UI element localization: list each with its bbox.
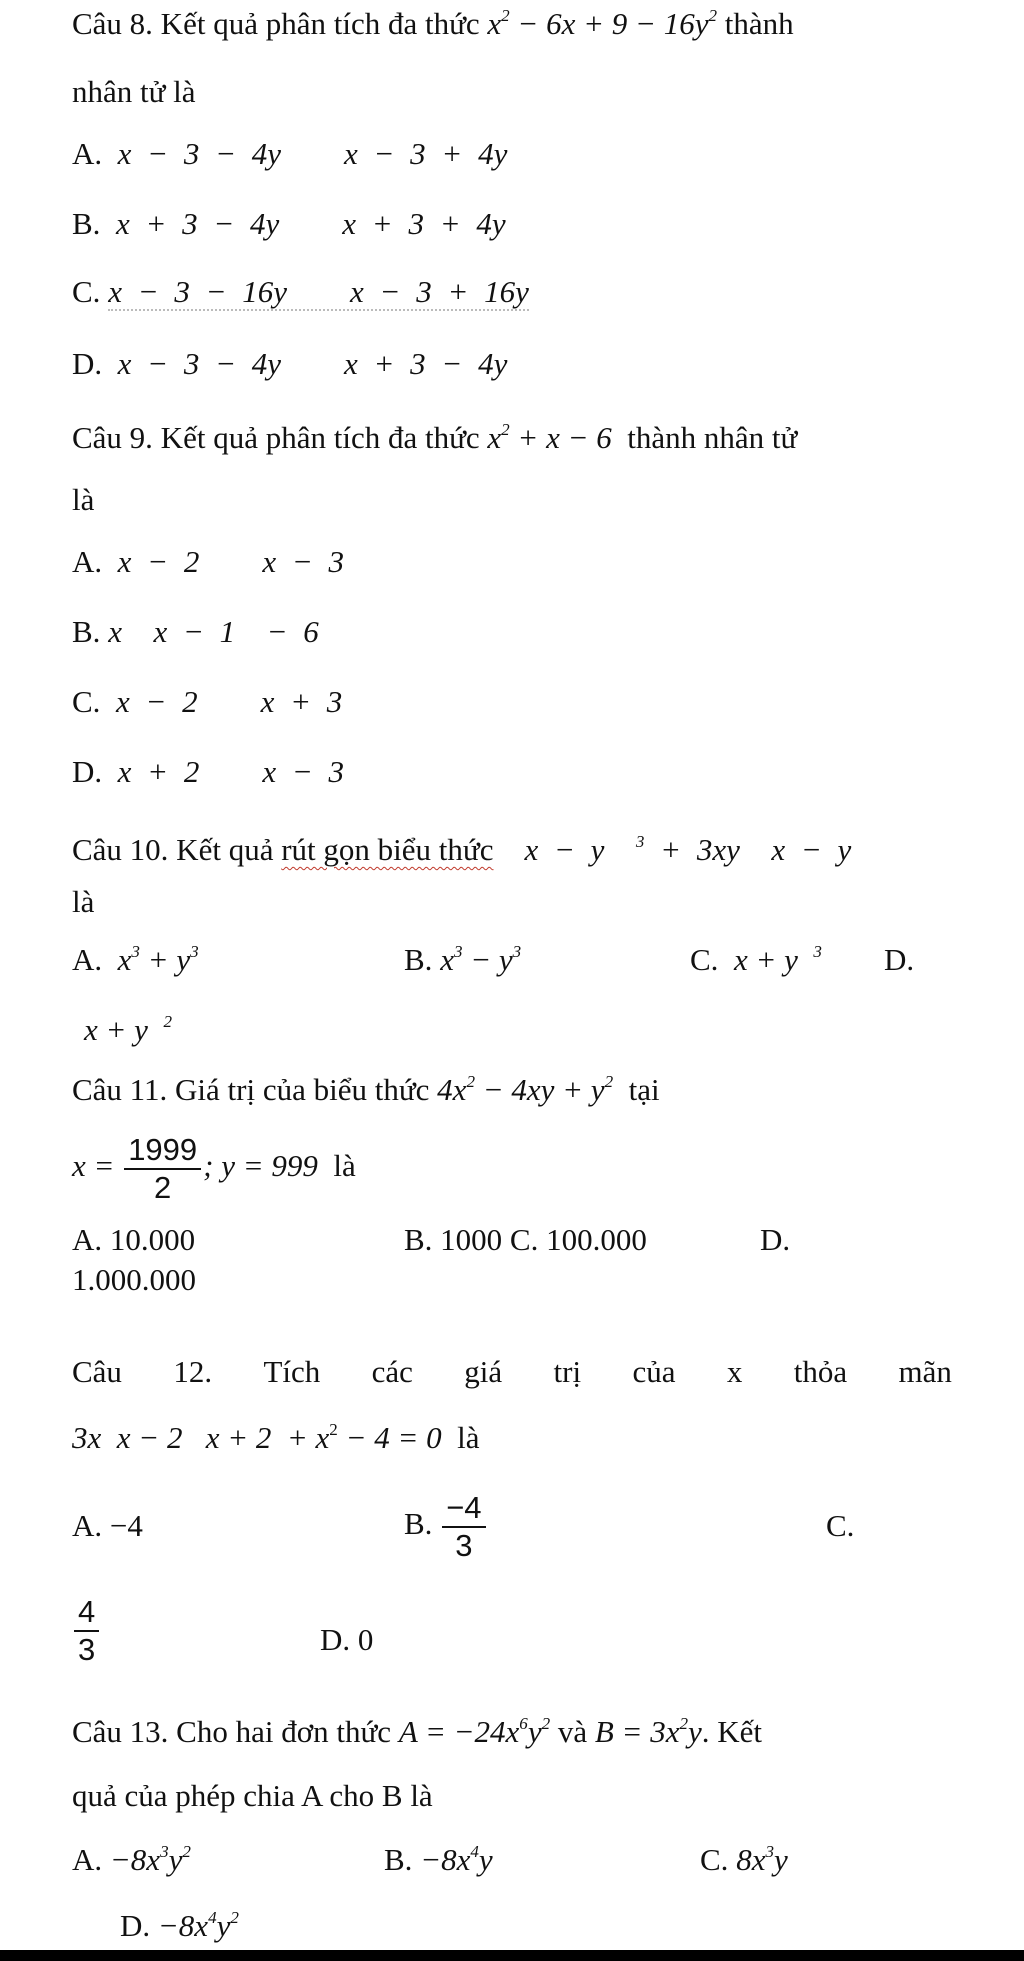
q13-title-line: Câu 13. Cho hai đơn thức $A = -24x^6y^2$ và $B = 3x^2y$. Kết — [72, 1714, 763, 1749]
q12-title-line: Câu 12. Tích các giá trị của x thỏa mãn — [72, 1354, 952, 1389]
q10-option-d-label[interactable]: D. — [884, 942, 915, 977]
q12-option-d[interactable]: D. 0 — [320, 1622, 374, 1657]
q11-title: Câu 11. Giá trị của biểu thức — [72, 1072, 430, 1107]
q12-option-c[interactable]: $\frac{4}{3}$ — [72, 1594, 101, 1667]
q10-option-a[interactable]: A. $x^3 + y^3$ — [72, 942, 199, 977]
q11-fraction: $\frac{1999}{2}$ — [124, 1132, 201, 1205]
q13-option-c[interactable]: C. $8x^3y$ — [700, 1842, 788, 1877]
q12-expr-line: 3x x − 2 $x + 2 + x^2 - 4 = 0$ là — [72, 1420, 480, 1455]
q8-title-line: Câu 8. Kết quả phân tích đa thức $x^2 - 6x + 9 - 16y^2$ thành — [72, 6, 794, 41]
q8-option-b[interactable]: B. x + 3 − 4y x + 3 + 4y — [72, 206, 506, 241]
q8-title-line2: nhân tử là — [72, 74, 196, 109]
q9-title-line2: là — [72, 482, 95, 517]
q10-option-b[interactable]: B. $x^3 - y^3$ — [404, 942, 522, 977]
q10-title: Câu 10. Kết quả — [72, 832, 274, 867]
q10-title-line2: là — [72, 884, 95, 919]
q8-option-a[interactable]: A. x − 3 − 4y x − 3 + 4y — [72, 136, 508, 171]
q13-option-a[interactable]: A. $-8x^3y^2$ — [72, 1842, 191, 1877]
q13-option-b[interactable]: B. $-8x^4y$ — [384, 1842, 493, 1877]
q9-expr: $x^2 + x - 6$ — [487, 420, 612, 455]
q11-option-d[interactable]: 1.000.000 — [72, 1262, 196, 1297]
q12-option-a[interactable]: A. −4 — [72, 1508, 143, 1543]
q11-title-line: Câu 11. Giá trị của biểu thức $4x^2 - 4xy + y^2$ tại — [72, 1072, 660, 1107]
q9-title-line: Câu 9. Kết quả phân tích đa thức $x^2 + x - 6$ thành nhân tử — [72, 420, 798, 455]
q9-title: Câu 9. Kết quả phân tích đa thức — [72, 420, 480, 455]
q10-title-line — [72, 830, 851, 870]
q12-option-b[interactable]: B. $\frac{-4}{3}$ — [404, 1490, 488, 1563]
q12-option-c-label[interactable]: C. — [826, 1508, 855, 1543]
q13-title: Câu 13. Cho hai đơn thức — [72, 1714, 392, 1749]
q11-condition: x = $\frac{1999}{2}$ ; y = 999 là — [72, 1132, 356, 1205]
q8-option-d[interactable]: D. x − 3 − 4y x + 3 − 4y — [72, 346, 508, 381]
q9-option-b[interactable]: B. x x − 1 − 6 — [72, 614, 319, 649]
q13-option-d[interactable]: D. $-8x^4y^2$ — [120, 1908, 239, 1943]
q11-option-bc[interactable]: B. 1000 C. 100.000 — [404, 1222, 647, 1257]
q11-option-a[interactable]: A. 10.000 — [72, 1222, 196, 1257]
q10-expr: x − y $^3$ + 3xy x − y — [524, 832, 852, 867]
q9-option-c[interactable]: C. x − 2 x + 3 — [72, 684, 343, 719]
q8-option-c[interactable]: C. x − 3 − 16y x − 3 + 16y — [72, 274, 529, 309]
q9-option-a[interactable]: A. x − 2 x − 3 — [72, 544, 344, 579]
q9-option-d[interactable]: D. x + 2 x − 3 — [72, 754, 344, 789]
q8-title: Câu 8. Kết quả phân tích đa thức — [72, 6, 480, 41]
q10-option-d[interactable]: x + y $^2$ — [84, 1012, 172, 1047]
q11-option-d-label[interactable]: D. — [760, 1222, 791, 1257]
bottom-border — [0, 1950, 1024, 1961]
q10-option-c[interactable]: C. x + y $^3$ — [690, 942, 822, 977]
q10-title-underlined: rút gọn biểu thức — [281, 832, 494, 867]
q13-title-line2: quả của phép chia A cho B là — [72, 1778, 433, 1813]
q8-expr: $x^2 - 6x + 9 - 16y^2$ — [487, 6, 717, 41]
